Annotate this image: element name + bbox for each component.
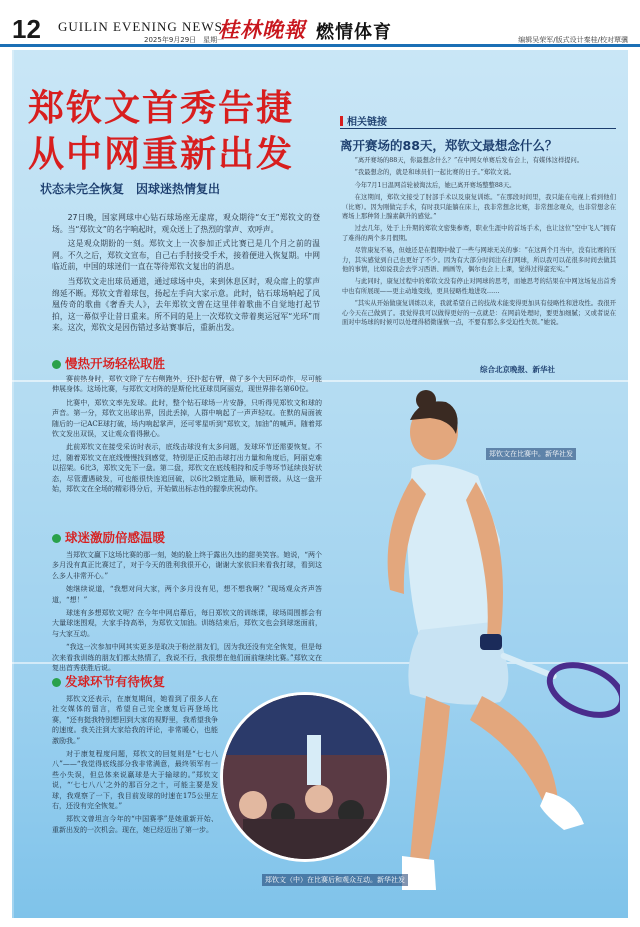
lead-text bbox=[52, 212, 320, 337]
editor-line: 编辑吴荣军/版式设计秦桂/校对覃骥 bbox=[518, 36, 628, 44]
section-1-body bbox=[52, 374, 322, 497]
body-paragraph: 当郑钦文赢下这场比赛的那一刻，她的脸上终于露出久违的甜美笑容。她说，“两个多月没有真正比赛过了，对于今天的胜利我很开心，谢谢大家依旧来看我打球，看到这么多人非常开心。” bbox=[52, 551, 322, 580]
brand-logo: 桂林晚報 bbox=[218, 17, 306, 42]
sidebar-paragraph: 在这期间，郑钦文接受了肘部手术以及康复训练。“在那段时间里，我只能在电视上看到他们（比赛）。因为刚做完手术，有时我只能躺在床上，我非常想念比赛，非常想念观众，也非常想念在赛场上那种肾上腺素飙升的感觉。” bbox=[342, 194, 616, 221]
body-paragraph: 比赛中，郑钦文率先发球。此时，整个钻石球场一片安静，只听得见郑钦文和球的声音。第一分，郑钦文出球出界，因此丢掉，人群中响起了一声声轻叹。在默的局面被随后的一记ACE球打破，场内响起掌声，还可零星听到“郑钦文，加油”的喊声。随着郑钦文发出双误，又让观众看得揪心。 bbox=[52, 398, 322, 439]
player-leg-left bbox=[410, 696, 450, 864]
racket-frame bbox=[543, 655, 620, 724]
bullet-icon bbox=[52, 360, 61, 369]
sidebar-paragraph: 今年7月1日温网首轮被淘汰后，她已离开赛场整整88天。 bbox=[354, 181, 516, 189]
bullet-icon bbox=[52, 678, 61, 687]
crowd-photo bbox=[220, 692, 390, 862]
body-paragraph: 此前郑钦文在接受采访时表示，底线击球没有太多问题，发球环节还需要恢复。不过，随着郑钦文在底线慢慢找到感觉，特别是正反拍击球打出力量和角度后，阿丽克难以招架。6比3，郑钦文先下一盘。第二盘，郑钦文在底线相持和反手等环节延续良好状态，尽管遭遇破发，可也能很快连追回破，以6比2锁定胜局，顺利晋级。从这一盘开始，郑钦文在全场的精彩得分后，开始做出标志性的握拳庆祝动作。 bbox=[52, 443, 322, 494]
section-name: 燃情体育 bbox=[316, 22, 392, 43]
headline bbox=[28, 86, 294, 178]
link-rule bbox=[340, 128, 616, 129]
related-link-tag: 相关链接 bbox=[340, 113, 387, 128]
body-paragraph: 赛前热身时，郑钦文除了左右侧跑外，还扑起右臂，做了多个大回环动作，尽可能伸展身体。这场比赛，与郑钦文对阵的是斯伦比亚球员阿丽克，现世界排名第60位。 bbox=[52, 375, 322, 394]
headline-line-2: 从中网重新出发 bbox=[28, 134, 295, 175]
sidebar-source: 综合北京晚报、新华社 bbox=[480, 365, 555, 374]
headline-line-1: 郑钦文首秀告捷 bbox=[28, 88, 295, 129]
date-line: 2025年9月29日 星期一 bbox=[144, 36, 225, 44]
sidebar-body bbox=[342, 156, 616, 331]
lead-paragraph: 27日晚，国家网球中心钻石球场座无虚席，观众期待“女王”郑钦文的登场。当“郑钦文”的名字响起时，观众送上了热烈的掌声、欢呼声。 bbox=[52, 213, 320, 234]
body-paragraph: 郑钦文还表示，在康复期间，她看到了很多人在社交媒体的留言，希望自己完全康复后再登场比赛，“还有挺我特别想回到大家的视野里，我希望我争的速度。我关注到大家给我的评论，非常暖心，也能激励我。” bbox=[52, 695, 218, 745]
court-line bbox=[12, 50, 14, 918]
crowd-illustration bbox=[223, 695, 390, 862]
player-leg-right bbox=[470, 696, 558, 804]
body-paragraph: 球迷有多想郑钦文呢？在今年中网启幕后，每日郑钦文的训练课，球场周围都会有大量球迷围观，大家手持高举，为郑钦文加油。训练结束后，郑钦文也会到球迷面前，与大家互动。 bbox=[52, 609, 322, 638]
fan-figure bbox=[305, 785, 333, 813]
page-number: 12 bbox=[12, 14, 41, 44]
body-paragraph: 郑钦文曾坦言今年的“中国赛季”是她重新开始、重新出发的一次机会。现在，她已经迈出了第一步。 bbox=[52, 815, 218, 834]
body-paragraph: 她继续说道，“我想对问大家，两个多月没有见，想不想我啊？”现场观众齐声答道，“想！” bbox=[52, 585, 322, 604]
sidebar-paragraph: “我最想念的，就是和球员们一起比赛的日子。”郑钦文说。 bbox=[354, 169, 516, 177]
lead-paragraph: 这是观众期盼的一刻。郑钦文上一次参加正式比赛已是几个月之前的温网。不久之后，郑钦文宣布，自己右手肘接受手术，接着便进入恢复期。中网临近前，中国的球迷们一直在等待郑钦文复出的消息。 bbox=[52, 239, 320, 272]
crowd-caption: 郑钦文（中）在比赛后和观众互动。新华社发 bbox=[262, 874, 408, 886]
sidebar-title: 离开赛场的88天，郑钦文最想念什么？ bbox=[340, 138, 558, 153]
sidebar-paragraph: “离开赛场的88天，你最想念什么？”在中网女单赛后发布会上，有媒体这样提问。 bbox=[354, 157, 584, 164]
section-title-3: 发球环节有待恢复 bbox=[52, 672, 165, 690]
section-title-1: 慢热开场轻松取胜 bbox=[52, 354, 165, 372]
sidebar-paragraph: 尽管康复不易，但她还是在假期中做了一些与网球无关的事：“在这两个月当中，没有比赛的压力，其实感觉到自己也更好了不少。因为有大部分时间注在打网球，所以我可以花很多时间去做其他的事情，比如说我会去学习西语、画画等，偶尔也会上上课，觉得过得蛮充实。” bbox=[342, 247, 616, 274]
player-photo bbox=[350, 390, 620, 918]
bullet-icon bbox=[52, 534, 61, 543]
tag-bar bbox=[340, 116, 343, 126]
section-title-2: 球迷激励倍感温暖 bbox=[52, 528, 165, 546]
section-2-body bbox=[52, 550, 322, 676]
lead-paragraph: 当郑钦文走出球员通道，通过球场中央，来到休息区时，观众席上的掌声绵延不断。郑钦文背着球包，扬起左手向大家示意。此时，钻石球场响起了凤凰传奇的歌曲《奢香夫人》，去年郑钦文曾在这里伴着歌曲不自觉地打起节拍，这一幕似乎让昔日重来。所不同的是上一次郑钦文带着奥运冠军“光环”而来。这次，郑钦文是因伤错过多站赛事后，重新出发。 bbox=[52, 276, 320, 333]
masthead-rule bbox=[0, 44, 640, 47]
player-figure bbox=[307, 735, 321, 785]
paper-name-en: GUILIN EVENING NEWS bbox=[58, 19, 223, 34]
masthead bbox=[0, 0, 640, 46]
fan-figure bbox=[239, 791, 267, 819]
sidebar-paragraph: 与此同时，康复过程中的郑钦文没有停止对网球的思考，而她思考的结果在中网这场复出首秀中也有所展现——更主动地变线，更具侵略性地进攻…… bbox=[342, 278, 616, 295]
section-3-body bbox=[52, 694, 218, 838]
wristband bbox=[480, 634, 502, 650]
hair-bun bbox=[416, 390, 436, 410]
shoe-right bbox=[540, 792, 584, 830]
sidebar-paragraph: “其实从开始做康复训练以来，我就希望自己的技战术能变得更加具有侵略性和进攻性。我很开心今天在己做到了。我觉得我可以做得更好的一点就是：在网前处理时，要更加细腻；又或者说在面对中场球的时候可以处理得稍微谨慎一点，不要有那么多受迫性失误。”她说。 bbox=[342, 300, 616, 327]
body-paragraph: 对于康复程度问题，郑钦文的回复则是“七七八八”——“我觉得底线部分我非常满意，最终领军有一些小失误，但总体来说赢球是大于输球的。”郑钦文说，“‘七七八八’之外的那百分之十，可能主要是发球，我观察了一下，我目前发球的时速在175公里左右，还没有完全恢复。” bbox=[52, 750, 218, 811]
player-caption: 郑钦文在比赛中。新华社发 bbox=[486, 448, 576, 460]
subheadline: 状态未完全恢复 因球迷热情复出 bbox=[40, 182, 221, 196]
sidebar-paragraph: 过去几年，处于上升期的郑钦文密集参赛，职业生涯中的首场手术，也让这位“空中飞人”拥有了难得的两个多月假期。 bbox=[342, 225, 616, 242]
body-paragraph: “我这一次参加中网其实更多是取决于粉丝朋友们，因为我还没有完全恢复，但是每次来看我训练的朋友们都太热情了，我说不行，我很想在他们面前继续比赛。”郑钦文在复出首秀获胜后说。 bbox=[52, 643, 322, 673]
